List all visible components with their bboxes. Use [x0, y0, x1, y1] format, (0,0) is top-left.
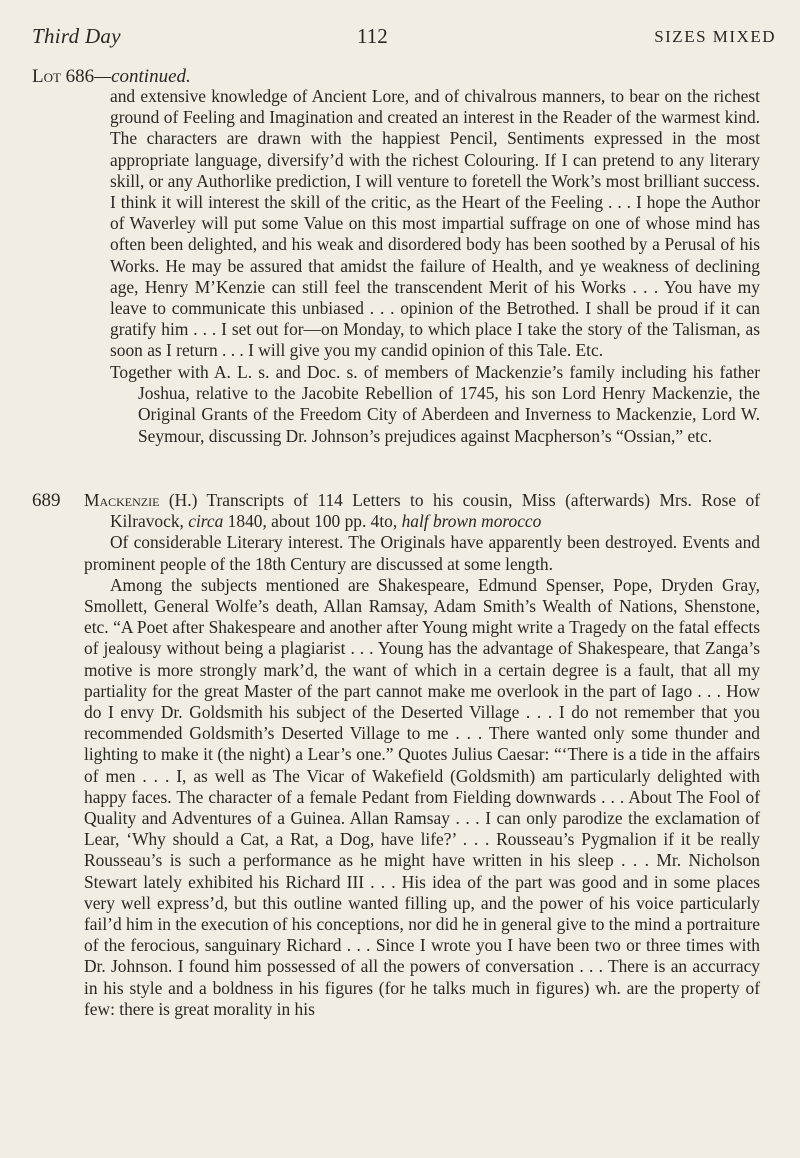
lot-689-circa: circa: [188, 511, 224, 532]
page-header: [32, 24, 776, 54]
lot-689-entry: [84, 490, 760, 1020]
lot-689-number: 689: [32, 490, 61, 511]
lot-label: Lot 686: [32, 66, 95, 87]
lot-686-together: [110, 362, 760, 447]
lot-689-title-text-2: 1840, about 100 pp. 4to,: [223, 511, 402, 532]
lot-689-title-text: Transcripts of 114 Letters to his cousin, Miss (afterwards) Mrs. Rose of Kilravock,: [110, 490, 760, 532]
lot-689-title: [84, 490, 760, 532]
running-head-day: Third Day: [32, 24, 121, 48]
lot-689-author: Mackenzie (H.): [84, 490, 198, 510]
lot-689-paragraph-2: Among the subjects mentioned are Shakespeare, Edmund Spenser, Pope, Dryden Gray, Smollett, General Wolfe’s death, Allan Ramsay, Adam Smith’s Wealth of Nations, Shenstone, etc. “A Poet after Shakespeare and another after Young might write a Tragedy on the fatal effects of jealousy without being a plagiarist . . . Young has the advantage of Shakespeare, that Zanga’s motive is more strongly mark’d, the want of which in a certain degree is a fault, that all my partiality for the great Master of the part cannot make me overlook in the part of Iago . . . How do I envy Dr. Goldsmith his subject of the Deserted Village . . . I do not remember that you recommended Goldsmith’s Deserted Village to me . . . There wanted only some thunder and lighting to make it (the night) a Lear’s one.” Quotes Julius Caesar: “‘There is a tide in the affairs of men . . . I, as well as The Vicar of Wakefield (Goldsmith) am particularly delighted with happy faces. The character of a female Pedant from Fielding downwards . . . About The Fool of Quality and Adventures of a Guinea. Allan Ramsay . . . I can only parodize the exclamation of Lear, ‘Why should a Cat, a Rat, a Dog, have life?’ . . . Rousseau’s Pygmalion if it be really Rousseau’s is such a performance as he might have written in his sleep . . . Mr. Nicholson Stewart lately exhibited his Richard III . . . His idea of the part was good and in some places very well express’d, but this outline wanted filling up, and the power of his voice particularly fail’d him in the execution of his conceptions, nor did he in general give to the mind a portraiture of the ferocious, sanguinary Richard . . . Since I wrote you I have been two or three times with Dr. Johnson. I found him possessed of all the powers of conversation . . . There is an accurracy in his style and a boldness in his figures (for he talks much in figures) wh. are the property of few: there is great morality in his: [84, 574, 760, 1019]
lot-686-heading: [32, 66, 191, 88]
running-head-section: SIZES MIXED: [654, 27, 776, 46]
lot-686-together-paragraph: Together with A. L. s. and Doc. s. of members of Mackenzie’s family including his father Joshua, relative to the Jacobite Rebellion of 1745, his son Lord Henry Mackenzie, the Original Grants of the Freedom City of Aberdeen and Inverness to Mackenzie, Lord W. Seymour, discussing Dr. Johnson’s prejudices against Macpherson’s “Ossian,” etc.: [110, 362, 760, 446]
page-number: 112: [357, 24, 388, 48]
continued-label: —continued.: [94, 66, 191, 87]
lot-686-paragraph: and extensive knowledge of Ancient Lore, and of chivalrous manners, to bear on the richest ground of Feeling and Imagination and created an interest in the Reader of the warmest kind. The characters are drawn with the happiest Pencil, Sentiments expressed in the most appropriate language, diversify’d with the richest Colouring. If I can pretend to any literary skill, or any Authorlike prediction, I will venture to foretell the Work’s most brilliant success. I think it will interest the skill of the critic, as the Heart of the Feeling . . . I hope the Author of Waverley will put some Value on this most impartial suffrage on one of whose mind has often been delighted, and his weak and disordered body has been soothed by a Perusal of his Works. He may be assured that amidst the failure of Health, and ye weakness of declining age, Henry M’Kenzie can still feel the transcendent Merit of his Works . . . You have my leave to communicate this unbiased . . . opinion of the Betrothed. I shall be proud if it can gratify him . . . I set out for—on Monday, to which place I take the story of the Talisman, as soon as I return . . . I will give you my candid opinion of this Tale. Etc.: [110, 86, 760, 361]
lot-686-letter-text: [110, 86, 760, 362]
lot-689-paragraph-1: Of considerable Literary interest. The Originals have apparently been destroyed. Events and prominent people of the 18th Century are discussed at some length.: [84, 532, 760, 574]
lot-689-binding: half brown morocco: [401, 511, 542, 532]
